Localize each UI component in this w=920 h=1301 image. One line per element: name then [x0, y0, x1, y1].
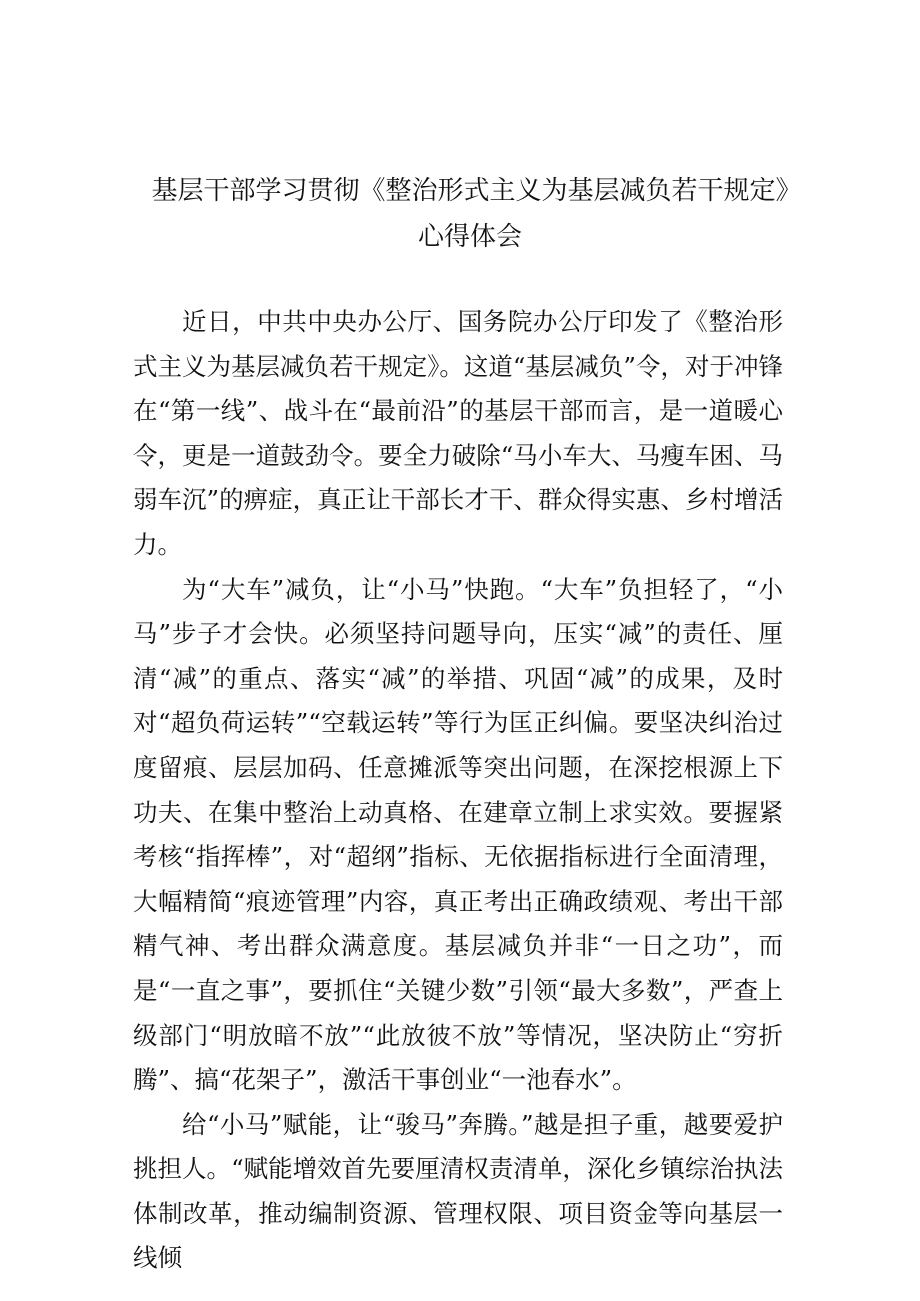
paragraph: 近日，中共中央办公厅、国务院办公厅印发了《整治形式主义为基层减负若干规定》。这道“基层减负”令，对于冲锋在“第一线”、战斗在“最前沿”的基层干部而言，是一道暖心令，更是一道鼓劲令。要全力破除“马小车大、马瘦车困、马弱车沉”的痹症，真正让干部长才干、群众得实惠、乡村增活力。	[133, 307, 783, 559]
paragraph: 给“小马”赋能，让“骏马”奔腾。”越是担子重，越要爱护挑担人。“赋能增效首先要厘清权责清单，深化乡镇综治执法体制改革，推动编制资源、管理权限、项目资金等向基层一线倾	[133, 1109, 783, 1273]
paragraph: 为“大车”减负，让“小马”快跑。“大车”负担轻了，“小马”步子才会快。必须坚持问题导向，压实“减”的责任、厘清“减”的重点、落实“减”的举措、巩固“减”的成果，及时对“超负荷运转”“空载运转”等行为匡正纠偏。要坚决纠治过度留痕、层层加码、任意摊派等突出问题，在深挖根源上下功夫、在集中整治上动真格、在建章立制上求实效。要握紧考核“指挥棒”，对“超纲”指标、无依据指标进行全面清理，大幅精简“痕迹管理”内容，真正考出正确政绩观、考出干部精气神、考出群众满意度。基层减负并非“一日之功”，而是“一直之事”，要抓住“关键少数”引领“最大多数”，严查上级部门“明放暗不放”“此放彼不放”等情况，坚决防止“穷折腾”、搞“花架子”，激活干事创业“一池春水”。	[133, 574, 783, 1095]
document-title: 基层干部学习贯彻《整治形式主义为基层减负若干规定》心得体会	[151, 176, 789, 252]
document-body	[133, 300, 783, 1281]
